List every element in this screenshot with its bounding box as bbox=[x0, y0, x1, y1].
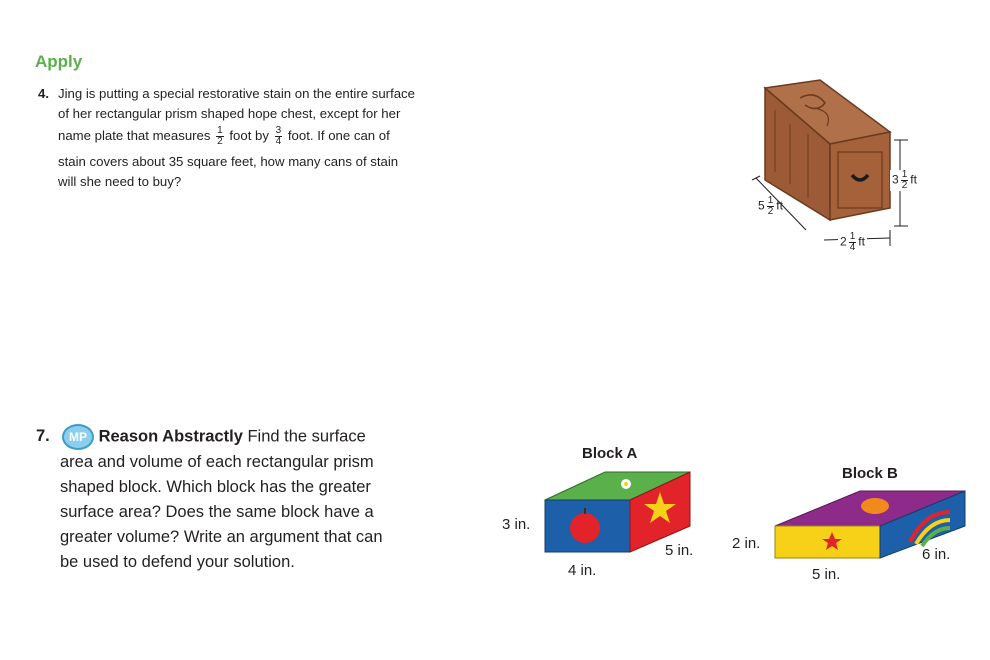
mp-badge-icon: MP bbox=[62, 424, 94, 450]
block-a-width-label: 4 in. bbox=[568, 562, 597, 579]
problem-text-line: area and volume of each rectangular prism bbox=[60, 453, 374, 471]
problem-text-line: Jing is putting a special restorative stain on the entire surface bbox=[58, 86, 415, 101]
problem-text-line: be used to defend your solution. bbox=[60, 553, 295, 571]
block-b-title: Block B bbox=[842, 465, 898, 482]
practice-heading: Reason Abstractly bbox=[98, 427, 243, 446]
text-segment: Find the surface bbox=[247, 427, 366, 446]
fraction-denominator: 2 bbox=[901, 180, 908, 191]
block-b-depth-label: 6 in. bbox=[922, 546, 951, 563]
text-segment: foot by bbox=[229, 128, 269, 143]
whole-number: 2 bbox=[840, 234, 847, 249]
whole-number: 3 bbox=[892, 172, 899, 187]
text-segment: foot. If one can of bbox=[287, 128, 390, 143]
unit: ft bbox=[776, 198, 783, 213]
unit: ft bbox=[858, 234, 865, 249]
problem-text-line: will she need to buy? bbox=[58, 174, 182, 189]
fraction-numerator: 1 bbox=[901, 169, 908, 180]
whole-number: 5 bbox=[758, 198, 765, 213]
block-a-title: Block A bbox=[582, 445, 638, 462]
chest-depth-label bbox=[758, 196, 783, 217]
chest-width-label bbox=[838, 232, 867, 253]
problem-text-line bbox=[62, 424, 366, 450]
problem-text-line: surface area? Does the same block have a bbox=[60, 503, 374, 521]
block-b-width-label: 5 in. bbox=[812, 566, 841, 583]
text-segment: name plate that measures bbox=[58, 128, 211, 143]
fraction-numerator: 1 bbox=[767, 195, 774, 206]
chest-dimension-lines bbox=[740, 130, 920, 260]
block-a-height-label: 3 in. bbox=[502, 516, 531, 533]
problem-text-line: stain covers about 35 square feet, how many cans of stain bbox=[58, 154, 399, 169]
problem-text-line bbox=[58, 126, 390, 147]
section-title-apply: Apply bbox=[35, 52, 83, 71]
block-a-depth-label: 5 in. bbox=[665, 542, 694, 559]
fraction-denominator: 4 bbox=[849, 242, 856, 253]
fraction-denominator: 2 bbox=[217, 136, 223, 148]
problem-number: 4. bbox=[38, 86, 49, 101]
problem-number: 7. bbox=[36, 427, 50, 445]
problem-text-line: of her rectangular prism shaped hope chest, except for her bbox=[58, 106, 401, 121]
fraction-denominator: 4 bbox=[275, 136, 282, 148]
chest-height-label bbox=[890, 170, 919, 191]
fraction-numerator: 3 bbox=[275, 125, 282, 137]
problem-text-line: shaped block. Which block has the greater bbox=[60, 478, 371, 496]
block-b-height-label: 2 in. bbox=[732, 535, 761, 552]
unit: ft bbox=[910, 172, 917, 187]
fraction-numerator: 1 bbox=[849, 231, 856, 242]
fraction bbox=[275, 126, 283, 147]
fraction-numerator: 1 bbox=[217, 125, 223, 137]
fraction bbox=[216, 126, 224, 147]
fraction bbox=[849, 232, 857, 253]
problem-text-line: greater volume? Write an argument that can bbox=[60, 528, 383, 546]
fraction-denominator: 2 bbox=[767, 206, 774, 217]
fraction bbox=[767, 196, 775, 217]
fraction bbox=[901, 170, 909, 191]
